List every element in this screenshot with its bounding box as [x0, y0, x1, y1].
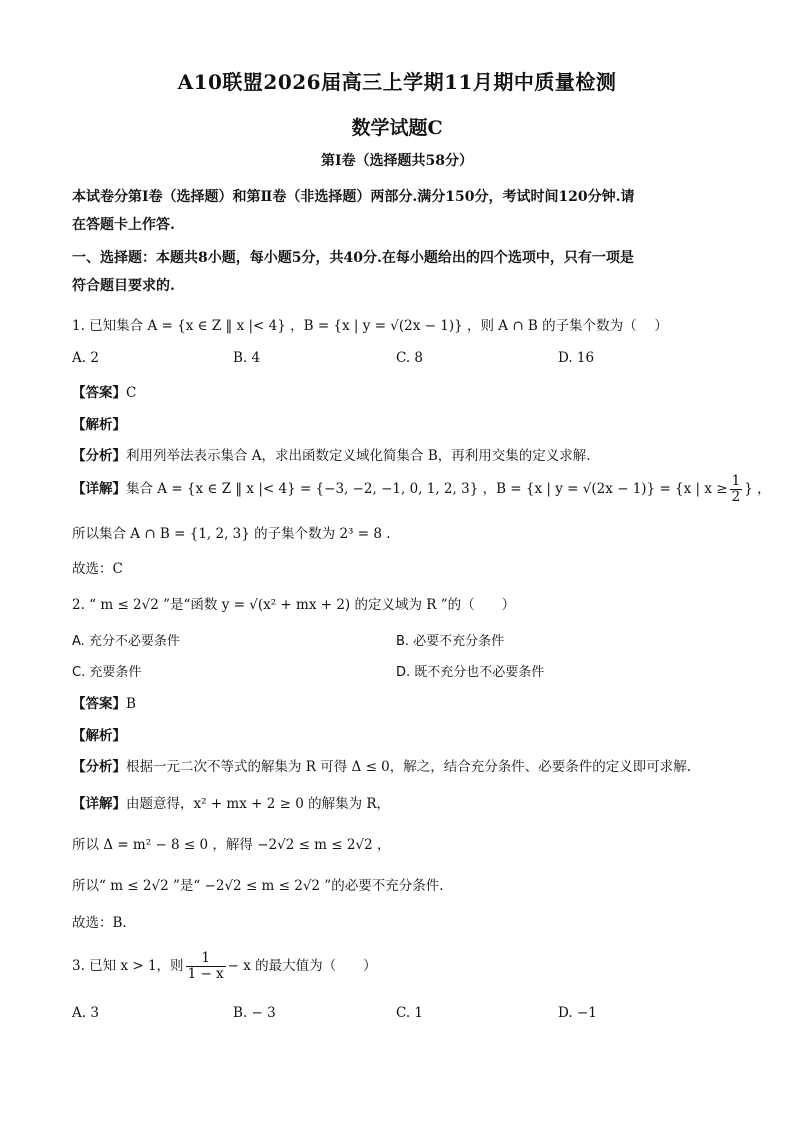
q3-option-c: C. 1 — [396, 1005, 424, 1021]
q1-option-a: A. 2 — [72, 350, 99, 366]
q1-fenxi — [72, 444, 591, 464]
q2-xiangjie — [72, 792, 390, 812]
q2-option-d: D. 既不充分也不必要条件 — [396, 665, 545, 680]
q2-line-3: 所以“ m ≤ 2√2 ”是“ −2√2 ≤ m ≤ 2√2 ”的必要不充分条件. — [72, 878, 444, 894]
fenxi-tag: 【分析】 — [72, 759, 126, 775]
q2-stem: 2. “ m ≤ 2√2 ”是“函数 y = √(x² + mx + 2) 的定义域为 R ”的（ ） — [72, 597, 516, 613]
xiangjie-tag: 【详解】 — [72, 480, 126, 497]
fenxi-tag: 【分析】 — [72, 448, 126, 464]
intro-line-2: 在答题卡上作答. — [72, 217, 175, 233]
q1-line-2: 所以集合 A ∩ B = {1, 2, 3} 的子集个数为 2³ = 8 . — [72, 526, 391, 542]
q1-xiangjie — [72, 474, 771, 505]
q2-option-a: A. 充分不必要条件 — [72, 634, 180, 649]
xiangjie-text: 由题意得，x² + mx + 2 ≥ 0 的解集为 R， — [126, 796, 391, 812]
page-title: A10联盟2026届高三上学期11月期中质量检测 — [177, 70, 617, 94]
q2-option-c: C. 充要条件 — [72, 665, 142, 680]
fenxi-text: 利用列举法表示集合 A，求出函数定义域化简集合 B，再利用交集的定义求解. — [126, 448, 591, 464]
q1-stem: 1. 已知集合 A = {x ∈ Z ‖ x |< 4} ，B = {x | y = √(2x − 1)} ，则 A ∩ B 的子集个数为（ ） — [72, 318, 668, 334]
answer-value: C — [126, 385, 137, 401]
q2-line-2: 所以 Δ = m² − 8 ≤ 0 ，解得 −2√2 ≤ m ≤ 2√2 ， — [72, 837, 391, 853]
q2-option-b: B. 必要不充分条件 — [396, 634, 505, 649]
page-subtitle: 数学试题C — [351, 117, 443, 139]
answer-value: B — [126, 696, 136, 712]
q3-option-b: B. − 3 — [233, 1005, 276, 1021]
q3-option-a: A. 3 — [72, 1005, 99, 1021]
q1-option-c: C. 8 — [396, 350, 424, 366]
answer-tag: 【答案】 — [72, 385, 126, 401]
q1-option-b: B. 4 — [233, 350, 261, 366]
intro-line-1: 本试卷分第Ⅰ卷（选择题）和第Ⅱ卷（非选择题）两部分.满分150分，考试时间120分钟.请 — [72, 189, 635, 205]
answer-tag: 【答案】 — [72, 696, 126, 712]
q3-stem-start: 3. 已知 x > 1，则 — [72, 957, 184, 974]
xiangjie-text: 集合 A = {x ∈ Z ‖ x |< 4} = {−3, −2, −1, 0, 1, 2, 3} ，B = {x | y = √(2x − 1)} = {x | x ≥ — [126, 480, 728, 497]
q3-stem — [72, 951, 377, 982]
q1-option-d: D. 16 — [558, 350, 595, 366]
q2-fenxi — [72, 755, 691, 775]
xiangjie-tail: } ， — [744, 480, 771, 497]
fraction-one-half: $\frac{1}{2}$ — [731, 473, 741, 505]
q2-conclusion: 故选：B. — [72, 915, 127, 931]
part-one-heading-1: 一、选择题：本题共8小题，每小题5分，共40分.在每小题给出的四个选项中，只有一项是 — [72, 250, 634, 266]
fenxi-text: 根据一元二次不等式的解集为 R 可得 Δ ≤ 0，解之，结合充分条件、必要条件的定义即可求解. — [126, 759, 692, 775]
q3-option-d: D. −1 — [558, 1005, 597, 1021]
q2-answer — [72, 692, 136, 712]
q2-analysis-tag: 【解析】 — [72, 728, 126, 744]
fraction-one-over-one-minus-x: $\frac{1}{1 - x}$ — [187, 950, 224, 982]
q1-analysis-tag: 【解析】 — [72, 417, 126, 433]
xiangjie-tag: 【详解】 — [72, 796, 126, 812]
q3-stem-end: − x 的最大值为（ ） — [227, 957, 377, 974]
q1-answer — [72, 381, 136, 401]
part-one-heading-2: 符合题目要求的. — [72, 278, 175, 294]
q1-conclusion: 故选：C — [72, 561, 123, 577]
section-heading: 第Ⅰ卷（选择题共58分） — [320, 153, 474, 169]
